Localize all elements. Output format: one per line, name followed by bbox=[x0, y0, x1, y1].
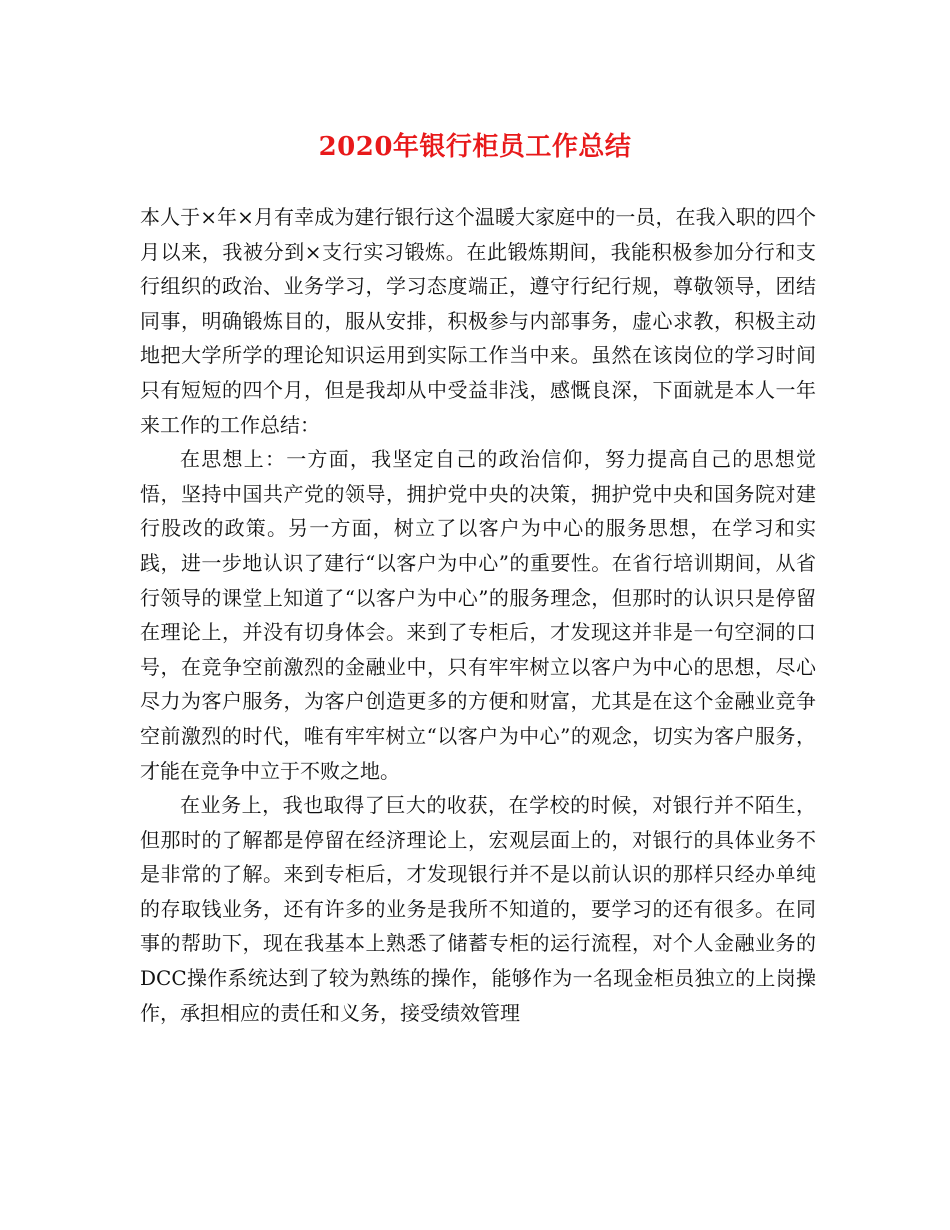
paragraph-intro: 本人于×年×月有幸成为建行银行这个温暖大家庭中的一员，在我入职的四个月以来，我被分到×支行实习锻炼。在此锻炼期间，我能积极参加分行和支行组织的政治、业务学习，学习态度端正，遵守行纪行规，尊敬领导，团结同事，明确锻炼目的，服从安排，积极参与内部事务，虚心求教，积极主动地把大学所学的理论知识运用到实际工作当中来。虽然在该岗位的学习时间只有短短的四个月，但是我却从中受益非浅，感慨良深，下面就是本人一年来工作的工作总结： bbox=[140, 205, 816, 437]
paragraph-thought: 在思想上：一方面，我坚定自己的政治信仰，努力提高自己的思想觉悟，坚持中国共产党的领导，拥护党中央的决策，拥护党中央和国务院对建行股改的政策。另一方面，树立了以客户为中心的服务思想，在学习和实践，进一步地认识了建行“以客户为中心”的重要性。在省行培训期间，从省行领导的课堂上知道了“以客户为中心”的服务理念，但那时的认识只是停留在理论上，并没有切身体会。来到了专柜后，才发现这并非是一句空洞的口号，在竞争空前激烈的金融业中，只有牢牢树立以客户为中心的思想，尽心尽力为客户服务，为客户创造更多的方便和财富，尤其是在这个金融业竞争空前激烈的时代，唯有牢牢树立“以客户为中心”的观念，切实为客户服务，才能在竞争中立于不败之地。 bbox=[140, 447, 816, 783]
document-title: 2020年银行柜员工作总结 bbox=[318, 132, 632, 162]
document-body bbox=[140, 200, 816, 1030]
paragraph-business: 在业务上，我也取得了巨大的收获，在学校的时候，对银行并不陌生，但那时的了解都是停留在经济理论上，宏观层面上的，对银行的具体业务不是非常的了解。来到专柜后，才发现银行并不是以前认识的那样只经办单纯的存取钱业务，还有许多的业务是我所不知道的，要学习的还有很多。在同事的帮助下，现在我基本上熟悉了储蓄专柜的运行流程，对个人金融业务的DCC操作系统达到了较为熟练的操作，能够作为一名现金柜员独立的上岗操作，承担相应的责任和义务，接受绩效管理 bbox=[140, 793, 816, 1025]
